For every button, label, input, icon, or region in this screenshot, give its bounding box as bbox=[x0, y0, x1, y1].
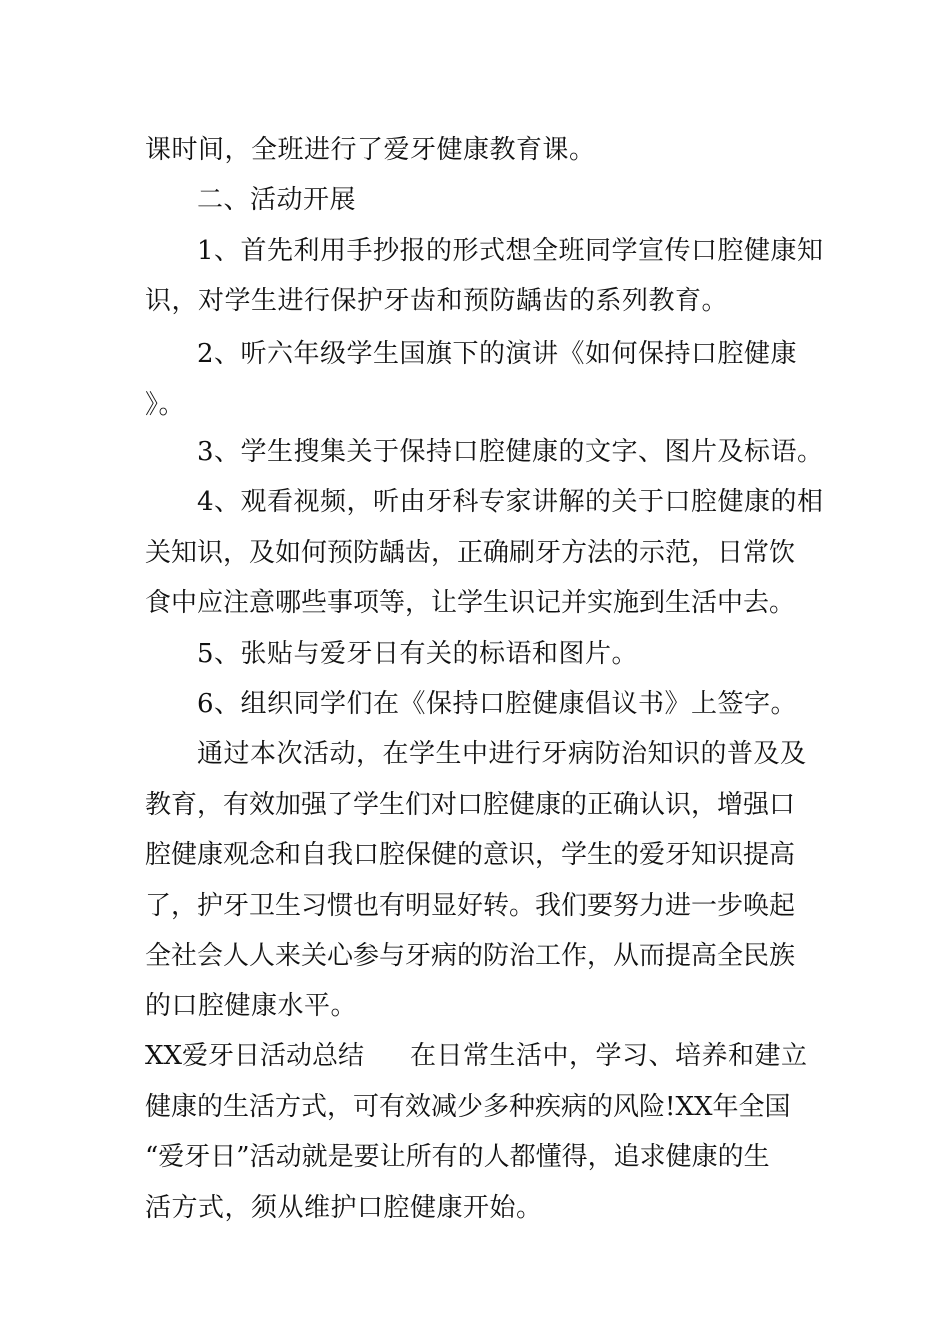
text-line-6: 》。 bbox=[145, 390, 186, 420]
text-line-3: 1、首先利用手抄报的形式想全班同学宣传口腔健康知 bbox=[197, 236, 824, 266]
text-line-16: 了，护牙卫生习惯也有明显好转。我们要努力进一步唤起 bbox=[145, 891, 796, 921]
text-line-22: 活方式，须从维护口腔健康开始。 bbox=[145, 1193, 543, 1223]
text-line-12: 6、组织同学们在《保持口腔健康倡议书》上签字。 bbox=[197, 689, 798, 719]
text-line-1: 课时间，全班进行了爱牙健康教育课。 bbox=[145, 135, 596, 165]
text-line-7: 3、学生搜集关于保持口腔健康的文字、图片及标语。 bbox=[197, 437, 824, 467]
text-line-5: 2、听六年级学生国旗下的演讲《如何保持口腔健康 bbox=[197, 339, 798, 369]
text-line-15: 腔健康观念和自我口腔保健的意识，学生的爱牙知识提高 bbox=[145, 840, 796, 870]
text-line-18: 的口腔健康水平。 bbox=[145, 991, 358, 1021]
text-line-9: 关知识，及如何预防龋齿，正确刷牙方法的示范，日常饮 bbox=[145, 538, 796, 568]
text-line-8: 4、观看视频，听由牙科专家讲解的关于口腔健康的相 bbox=[197, 487, 824, 517]
text-line-20: 健康的生活方式，可有效减少多种疾病的风险!XX年全国 bbox=[145, 1092, 791, 1122]
summary-title: XX爱牙日活动总结 bbox=[145, 1041, 365, 1071]
text-line-4: 识，对学生进行保护牙齿和预防龋齿的系列教育。 bbox=[145, 286, 729, 316]
section-heading-activities: 二、活动开展 bbox=[197, 185, 357, 215]
text-line-13: 通过本次活动，在学生中进行牙病防治知识的普及及 bbox=[197, 739, 807, 769]
text-line-19b: 在日常生活中，学习、培养和建立 bbox=[410, 1041, 808, 1071]
text-line-10: 食中应注意哪些事项等，让学生识记并实施到生活中去。 bbox=[145, 588, 796, 618]
text-line-11: 5、张贴与爱牙日有关的标语和图片。 bbox=[197, 639, 639, 669]
text-line-14: 教育，有效加强了学生们对口腔健康的正确认识，增强口 bbox=[145, 790, 796, 820]
text-line-21: “爱牙日”活动就是要让所有的人都懂得，追求健康的生 bbox=[145, 1142, 770, 1172]
text-line-17: 全社会人人来关心参与牙病的防治工作，从而提高全民族 bbox=[145, 941, 796, 971]
